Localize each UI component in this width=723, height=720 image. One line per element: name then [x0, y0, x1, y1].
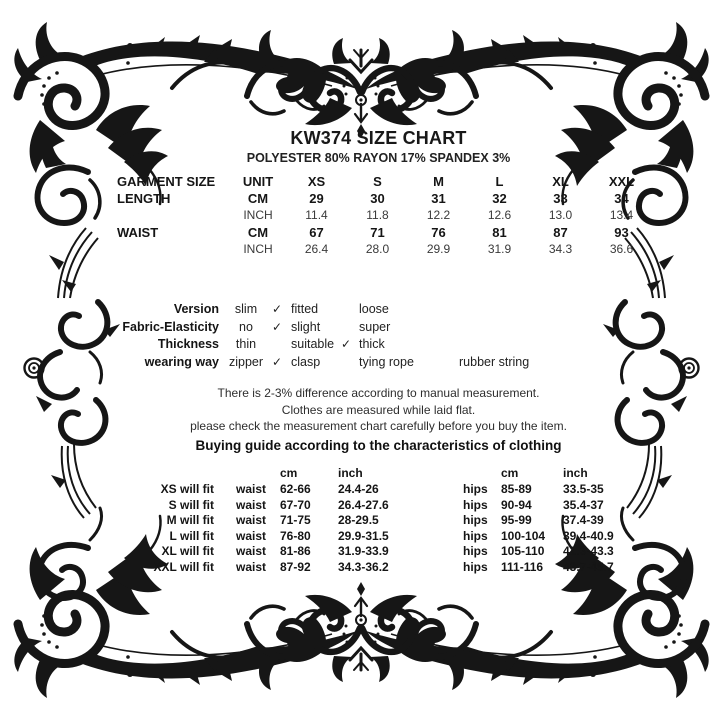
value-cell: 87 — [553, 225, 568, 240]
size-table — [112, 173, 652, 258]
cm-range: 67-70 — [280, 497, 311, 512]
features-table — [0, 301, 723, 371]
size-table-header-cell: XL — [552, 174, 569, 189]
size-table-header-cell: UNIT — [242, 174, 274, 189]
size-table-header-cell: M — [433, 174, 444, 189]
table-row — [112, 190, 652, 207]
inch-range: 37.4-39 — [563, 513, 604, 527]
table-row — [112, 224, 652, 241]
feature-option — [454, 301, 723, 319]
feature-row — [0, 336, 723, 354]
body-part: hips — [463, 528, 488, 543]
value-cell: 76 — [431, 225, 446, 240]
inch-range: 41.3-43.3 — [563, 544, 614, 558]
cm-range: 95-99 — [501, 513, 532, 527]
value-cell: 31.9 — [487, 242, 512, 256]
feature-option — [454, 336, 723, 354]
page-title: KW374 SIZE CHART — [290, 128, 467, 148]
feature-option: thick — [359, 337, 385, 351]
row-label: WAIST — [117, 225, 159, 240]
feature-option: loose — [359, 302, 389, 316]
inch-range: 29.9-31.5 — [338, 528, 389, 543]
note-line: please check the measurement chart carefully before you buy the item. — [190, 419, 567, 433]
value-cell: 93 — [614, 225, 629, 240]
cm-range: 111-116 — [501, 559, 544, 574]
check-mark-icon: ✓ — [340, 337, 352, 351]
body-part: waist — [236, 528, 267, 543]
inch-range: 28-29.5 — [338, 513, 379, 527]
value-cell: 12.6 — [487, 208, 512, 222]
feature-label: wearing way — [144, 354, 219, 369]
unit-cell: INCH — [243, 208, 273, 222]
feature-option: rubber string — [459, 354, 530, 369]
size-table-header-cell: XXL — [608, 174, 635, 189]
table-row — [112, 207, 652, 224]
fit-guide-header-row — [148, 464, 643, 482]
feature-label: Thickness — [157, 337, 219, 351]
check-mark-icon: ✓ — [271, 302, 283, 316]
value-cell: 81 — [492, 225, 507, 240]
unit-cell: CM — [247, 225, 269, 240]
feature-option: fitted — [291, 302, 319, 316]
cm-range: 81-86 — [280, 544, 311, 558]
feature-label: Version — [173, 302, 219, 316]
check-mark-icon — [338, 354, 354, 372]
value-cell: 32 — [492, 191, 507, 206]
check-mark-icon: ✓ — [271, 354, 283, 369]
fit-size-label: M will fit — [166, 513, 214, 527]
fit-size-label: XL will fit — [161, 544, 214, 558]
value-cell: 31 — [431, 191, 446, 206]
body-part: hips — [463, 482, 488, 496]
value-cell: 29.9 — [426, 242, 451, 256]
fit-size-label: S will fit — [168, 497, 214, 512]
cm-range: 71-75 — [280, 513, 311, 527]
measurement-notes — [34, 385, 723, 453]
fit-guide-row — [148, 560, 643, 576]
size-table-header-cell: GARMENT SIZE — [117, 174, 216, 189]
body-part: hips — [463, 513, 488, 527]
feature-option: zipper — [228, 354, 264, 369]
inch-range: 24.4-26 — [338, 482, 379, 496]
size-table-header-row — [112, 173, 652, 190]
feature-row — [0, 319, 723, 337]
table-row — [112, 241, 652, 258]
value-cell: 36.6 — [609, 242, 634, 256]
fit-size-label: L will fit — [169, 528, 214, 543]
check-mark-icon: ✓ — [271, 319, 283, 334]
material-composition: POLYESTER 80% RAYON 17% SPANDEX 3% — [246, 151, 511, 165]
note-line: Clothes are measured while laid flat. — [281, 402, 476, 417]
check-mark-icon — [268, 336, 286, 354]
body-part: hips — [463, 544, 488, 558]
inch-range: 26.4-27.6 — [338, 497, 389, 512]
feature-option: slim — [234, 302, 258, 316]
feature-option: clasp — [291, 354, 321, 369]
feature-option: slight — [291, 319, 321, 334]
value-cell: 29 — [309, 191, 324, 206]
value-cell: 34 — [614, 191, 629, 206]
inch-range: 35.4-37 — [563, 497, 604, 512]
feature-option — [454, 319, 723, 337]
body-part: waist — [236, 513, 267, 527]
body-part: hips — [463, 559, 488, 574]
feature-row — [0, 301, 723, 319]
value-cell: 13.4 — [609, 208, 634, 222]
fit-guide-row — [148, 529, 643, 545]
fit-guide-header-cell: cm — [280, 466, 298, 480]
value-cell: 28.0 — [365, 242, 390, 256]
cm-range: 105-110 — [501, 544, 545, 558]
feature-option: thin — [235, 337, 257, 351]
row-label — [112, 207, 230, 224]
check-mark-icon — [338, 319, 354, 337]
fit-guide-header-cell: inch — [563, 466, 588, 480]
body-part: waist — [236, 544, 267, 558]
row-label: LENGTH — [117, 191, 171, 206]
feature-option: suitable — [291, 337, 335, 351]
fit-guide-header-cell: cm — [501, 466, 519, 480]
row-label — [112, 241, 230, 258]
value-cell: 11.8 — [366, 208, 389, 222]
check-mark-icon — [338, 301, 354, 319]
value-cell: 34.3 — [548, 242, 573, 256]
cm-range: 85-89 — [501, 482, 532, 496]
size-table-header-cell: S — [373, 174, 382, 189]
value-cell: 30 — [370, 191, 385, 206]
feature-option: no — [239, 319, 253, 334]
body-part: waist — [236, 497, 267, 512]
inch-range: 39.4-40.9 — [563, 528, 614, 543]
feature-label: Fabric-Elasticity — [122, 319, 219, 334]
fit-size-label: XS will fit — [160, 482, 214, 496]
fit-guide-row — [148, 513, 643, 529]
feature-option: super — [359, 319, 391, 334]
cm-range: 76-80 — [280, 528, 311, 543]
value-cell: 33 — [553, 191, 568, 206]
inch-range: 34.3-36.2 — [338, 559, 389, 574]
value-cell: 11.4 — [305, 208, 328, 222]
value-cell: 13.0 — [548, 208, 573, 222]
inch-range: 31.9-33.9 — [338, 544, 389, 558]
value-cell: 12.2 — [426, 208, 451, 222]
body-part: hips — [463, 497, 488, 512]
size-table-header-cell: L — [495, 174, 504, 189]
body-part: waist — [236, 559, 267, 574]
cm-range: 100-104 — [501, 528, 546, 543]
fit-guide-table — [148, 464, 643, 575]
unit-cell: INCH — [243, 242, 273, 256]
feature-row — [0, 354, 723, 372]
body-part: waist — [236, 482, 267, 496]
unit-cell: CM — [247, 191, 269, 206]
fit-guide-row — [148, 544, 643, 560]
value-cell: 26.4 — [304, 242, 329, 256]
buying-guide-heading: Buying guide according to the characteristics of clothing — [195, 437, 562, 453]
inch-range: 43.7-45.7 — [563, 559, 614, 574]
value-cell: 67 — [309, 225, 324, 240]
fit-size-label: XXL will fit — [153, 559, 214, 574]
cm-range: 90-94 — [501, 497, 532, 512]
value-cell: 71 — [370, 225, 385, 240]
feature-option: tying rope — [359, 354, 414, 369]
fit-guide-row — [148, 482, 643, 498]
inch-range: 33.5-35 — [563, 482, 604, 496]
fit-guide-row — [148, 498, 643, 514]
cm-range: 87-92 — [280, 559, 311, 574]
fit-guide-header-cell: inch — [338, 466, 363, 480]
cm-range: 62-66 — [280, 482, 311, 496]
note-line: There is 2-3% difference according to manual measurement. — [217, 386, 540, 400]
size-table-header-cell: XS — [307, 174, 326, 189]
